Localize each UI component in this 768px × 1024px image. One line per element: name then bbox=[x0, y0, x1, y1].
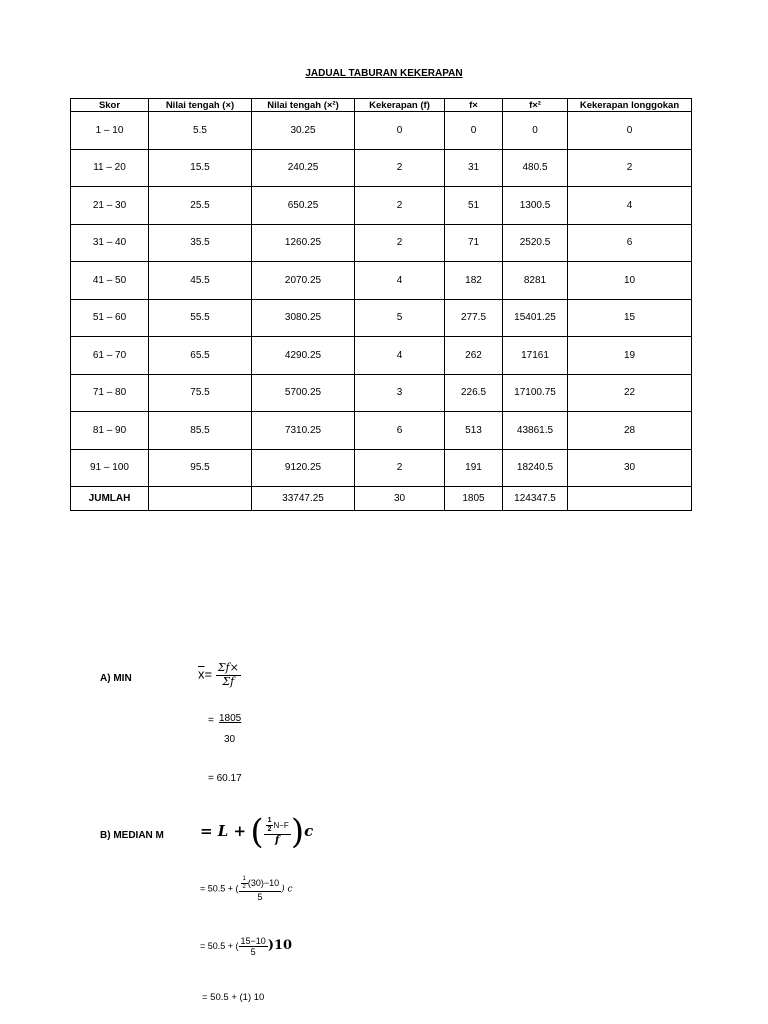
min-step1-num: 1805 bbox=[219, 713, 242, 724]
cell-kekerapan-longgokan: 28 bbox=[568, 412, 692, 450]
cell-nilai-tengah: 55.5 bbox=[149, 299, 252, 337]
cell-kekerapan: 4 bbox=[355, 337, 445, 375]
cell-skor: 11 – 20 bbox=[71, 149, 149, 187]
table-row bbox=[71, 112, 692, 150]
cell-fx: 262 bbox=[445, 337, 503, 375]
cell-kekerapan-longgokan: 2 bbox=[568, 149, 692, 187]
min-step1-prefix: = bbox=[208, 715, 214, 726]
median-half-num: 1 bbox=[266, 817, 274, 826]
cell-nilai-tengah-squared: 7310.25 bbox=[252, 412, 355, 450]
total-kekerapan-longgokan bbox=[568, 487, 692, 511]
cell-kekerapan: 6 bbox=[355, 412, 445, 450]
cell-nilai-tengah-squared: 30.25 bbox=[252, 112, 355, 150]
table-header-row bbox=[71, 99, 692, 112]
cell-nilai-tengah: 85.5 bbox=[149, 412, 252, 450]
cell-kekerapan-longgokan: 10 bbox=[568, 262, 692, 300]
median-step2-prefix: = 50.5 + ( bbox=[200, 941, 239, 952]
cell-skor: 41 – 50 bbox=[71, 262, 149, 300]
cell-fx-squared: 15401.25 bbox=[503, 299, 568, 337]
median-step1-prefix: = 50.5 + ( bbox=[200, 883, 239, 894]
table-row bbox=[71, 299, 692, 337]
total-skor: JUMLAH bbox=[71, 487, 149, 511]
table-row bbox=[71, 449, 692, 487]
total-nilai-tengah bbox=[149, 487, 252, 511]
median-formula: = L + ( $\frac{1}{2}$ N−F f )c bbox=[200, 812, 314, 852]
cell-fx: 182 bbox=[445, 262, 503, 300]
total-nilai-tengah-squared: 33747.25 bbox=[252, 487, 355, 511]
frequency-table bbox=[70, 98, 692, 511]
cell-nilai-tengah-squared: 5700.25 bbox=[252, 374, 355, 412]
min-result: = 60.17 bbox=[208, 773, 242, 784]
min-eq: = bbox=[204, 666, 213, 682]
table-row bbox=[71, 149, 692, 187]
table-row bbox=[71, 187, 692, 225]
header-nilai-tengah: Nilai tengah (×) bbox=[149, 99, 252, 112]
cell-nilai-tengah-squared: 650.25 bbox=[252, 187, 355, 225]
median-step2-fraction bbox=[239, 936, 268, 958]
cell-kekerapan: 3 bbox=[355, 374, 445, 412]
min-label: A) MIN bbox=[100, 673, 132, 684]
median-step2-den: 5 bbox=[250, 947, 256, 958]
cell-nilai-tengah: 5.5 bbox=[149, 112, 252, 150]
min-formula-den: Σf bbox=[222, 674, 235, 688]
cell-kekerapan-longgokan: 15 bbox=[568, 299, 692, 337]
cell-fx-squared: 17100.75 bbox=[503, 374, 568, 412]
cell-fx: 226.5 bbox=[445, 374, 503, 412]
cell-skor: 51 – 60 bbox=[71, 299, 149, 337]
median-step1-fraction bbox=[239, 876, 282, 902]
cell-nilai-tengah: 15.5 bbox=[149, 149, 252, 187]
cell-kekerapan: 2 bbox=[355, 224, 445, 262]
cell-nilai-tengah: 95.5 bbox=[149, 449, 252, 487]
cell-nilai-tengah-squared: 9120.25 bbox=[252, 449, 355, 487]
cell-kekerapan-longgokan: 30 bbox=[568, 449, 692, 487]
cell-kekerapan: 2 bbox=[355, 149, 445, 187]
cell-nilai-tengah-squared: 240.25 bbox=[252, 149, 355, 187]
cell-kekerapan-longgokan: 19 bbox=[568, 337, 692, 375]
min-step1-den: 30 bbox=[224, 734, 236, 745]
median-step2 bbox=[200, 936, 292, 958]
header-fx: f× bbox=[445, 99, 503, 112]
min-formula-fraction bbox=[216, 662, 241, 688]
total-kekerapan: 30 bbox=[355, 487, 445, 511]
cell-nilai-tengah-squared: 4290.25 bbox=[252, 337, 355, 375]
table-row bbox=[71, 412, 692, 450]
table-row bbox=[71, 374, 692, 412]
median-lhs: = L + bbox=[200, 821, 247, 840]
cell-nilai-tengah-squared: 3080.25 bbox=[252, 299, 355, 337]
header-nilai-tengah-squared: Nilai tengah (×²) bbox=[252, 99, 355, 112]
cell-fx: 31 bbox=[445, 149, 503, 187]
step1-half-num: 1 bbox=[242, 876, 246, 882]
cell-skor: 21 – 30 bbox=[71, 187, 149, 225]
cell-nilai-tengah: 45.5 bbox=[149, 262, 252, 300]
min-formula-num: Σf× bbox=[217, 661, 239, 674]
header-kekerapan-longgokan: Kekerapan longgokan bbox=[568, 99, 692, 112]
cell-fx-squared: 18240.5 bbox=[503, 449, 568, 487]
cell-nilai-tengah: 65.5 bbox=[149, 337, 252, 375]
cell-fx: 71 bbox=[445, 224, 503, 262]
median-step1-den: 5 bbox=[257, 891, 263, 902]
cell-kekerapan: 4 bbox=[355, 262, 445, 300]
table-total-row bbox=[71, 487, 692, 511]
cell-fx-squared: 17161 bbox=[503, 337, 568, 375]
header-fx-squared: f×² bbox=[503, 99, 568, 112]
cell-fx: 191 bbox=[445, 449, 503, 487]
median-step2-suffix: )10 bbox=[267, 938, 293, 954]
cell-kekerapan: 0 bbox=[355, 112, 445, 150]
cell-skor: 1 – 10 bbox=[71, 112, 149, 150]
cell-kekerapan-longgokan: 6 bbox=[568, 224, 692, 262]
cell-nilai-tengah: 35.5 bbox=[149, 224, 252, 262]
median-step3: = 50.5 + (1) 10 bbox=[202, 992, 265, 1003]
cell-kekerapan: 5 bbox=[355, 299, 445, 337]
median-step1-num-rest: (30)−10 bbox=[247, 877, 280, 888]
median-half-den: 2 bbox=[267, 826, 272, 834]
cell-kekerapan: 2 bbox=[355, 449, 445, 487]
median-label: B) MEDIAN M bbox=[100, 830, 164, 841]
cell-nilai-tengah: 25.5 bbox=[149, 187, 252, 225]
header-kekerapan: Kekerapan (f) bbox=[355, 99, 445, 112]
cell-nilai-tengah-squared: 1260.25 bbox=[252, 224, 355, 262]
median-step2-num: 15−10 bbox=[240, 936, 266, 946]
cell-kekerapan-longgokan: 4 bbox=[568, 187, 692, 225]
total-fx-squared: 124347.5 bbox=[503, 487, 568, 511]
cell-nilai-tengah-squared: 2070.25 bbox=[252, 262, 355, 300]
median-step1-suffix: ) c bbox=[281, 884, 293, 895]
table-row bbox=[71, 224, 692, 262]
cell-skor: 31 – 40 bbox=[71, 224, 149, 262]
cell-skor: 91 – 100 bbox=[71, 449, 149, 487]
cell-fx: 0 bbox=[445, 112, 503, 150]
median-c: c bbox=[304, 821, 314, 840]
cell-fx-squared: 480.5 bbox=[503, 149, 568, 187]
median-inner-num-rest: N−F bbox=[273, 821, 289, 831]
cell-fx: 51 bbox=[445, 187, 503, 225]
cell-fx-squared: 0 bbox=[503, 112, 568, 150]
table-row bbox=[71, 337, 692, 375]
cell-skor: 81 – 90 bbox=[71, 412, 149, 450]
page-title: JADUAL TABURAN KEKERAPAN bbox=[305, 68, 463, 79]
cell-fx-squared: 8281 bbox=[503, 262, 568, 300]
cell-fx-squared: 1300.5 bbox=[503, 187, 568, 225]
table-row bbox=[71, 262, 692, 300]
cell-fx-squared: 2520.5 bbox=[503, 224, 568, 262]
header-skor: Skor bbox=[71, 99, 149, 112]
cell-fx-squared: 43861.5 bbox=[503, 412, 568, 450]
median-step1 bbox=[200, 876, 293, 902]
min-formula bbox=[198, 662, 241, 688]
cell-kekerapan-longgokan: 22 bbox=[568, 374, 692, 412]
cell-kekerapan-longgokan: 0 bbox=[568, 112, 692, 150]
cell-skor: 61 – 70 bbox=[71, 337, 149, 375]
cell-nilai-tengah: 75.5 bbox=[149, 374, 252, 412]
median-formula-fraction bbox=[264, 817, 291, 847]
cell-fx: 513 bbox=[445, 412, 503, 450]
median-inner-den: f bbox=[275, 835, 280, 847]
xbar-symbol: $\overline{x}$ bbox=[198, 666, 205, 682]
cell-kekerapan: 2 bbox=[355, 187, 445, 225]
step1-half-den: 2 bbox=[242, 883, 246, 890]
total-fx: 1805 bbox=[445, 487, 503, 511]
cell-fx: 277.5 bbox=[445, 299, 503, 337]
cell-skor: 71 – 80 bbox=[71, 374, 149, 412]
